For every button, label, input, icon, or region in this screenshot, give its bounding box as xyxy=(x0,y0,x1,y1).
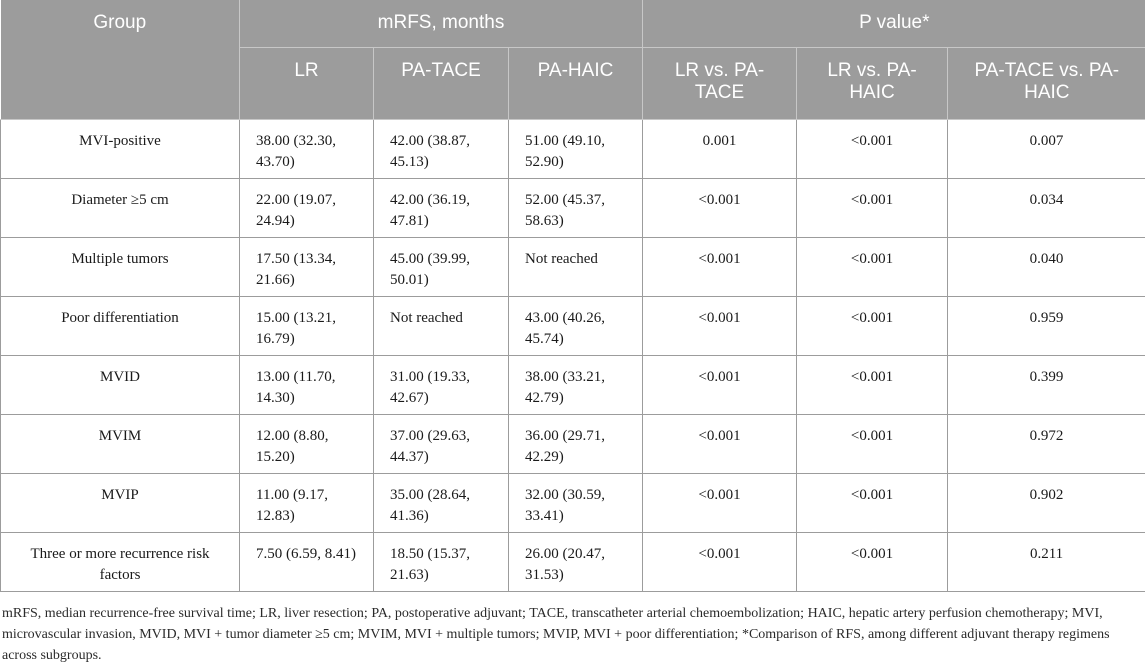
cell-p-lr-vs-tace: 0.001 xyxy=(643,119,797,178)
cell-p-tace-vs-haic: 0.034 xyxy=(948,178,1145,237)
cell-pa-tace: 31.00 (19.33, 42.67) xyxy=(374,355,509,414)
cell-pa-tace: Not reached xyxy=(374,296,509,355)
cell-pa-haic: 26.00 (20.47, 31.53) xyxy=(509,532,643,591)
cell-pa-tace: 42.00 (36.19, 47.81) xyxy=(374,178,509,237)
cell-pa-haic: 52.00 (45.37, 58.63) xyxy=(509,178,643,237)
cell-pa-haic: 36.00 (29.71, 42.29) xyxy=(509,414,643,473)
table-row xyxy=(1,237,1145,296)
cell-pa-tace: 35.00 (28.64, 41.36) xyxy=(374,473,509,532)
cell-p-lr-vs-tace: <0.001 xyxy=(643,178,797,237)
cell-pa-tace: 37.00 (29.63, 44.37) xyxy=(374,414,509,473)
cell-p-tace-vs-haic: 0.959 xyxy=(948,296,1145,355)
cell-p-tace-vs-haic: 0.399 xyxy=(948,355,1145,414)
table-row xyxy=(1,532,1145,591)
cell-p-lr-vs-haic: <0.001 xyxy=(797,473,948,532)
header-lr: LR xyxy=(240,47,374,119)
cell-p-tace-vs-haic: 0.007 xyxy=(948,119,1145,178)
header-pvalue: P value* xyxy=(643,0,1145,47)
cell-pa-haic: 51.00 (49.10, 52.90) xyxy=(509,119,643,178)
table-row xyxy=(1,355,1145,414)
table-row xyxy=(1,414,1145,473)
header-lr-vs-tace: LR vs. PA-TACE xyxy=(643,47,797,119)
cell-p-lr-vs-haic: <0.001 xyxy=(797,414,948,473)
cell-group: MVIP xyxy=(1,473,240,532)
cell-pa-tace: 45.00 (39.99, 50.01) xyxy=(374,237,509,296)
cell-pa-haic: Not reached xyxy=(509,237,643,296)
cell-pa-haic: 32.00 (30.59, 33.41) xyxy=(509,473,643,532)
cell-lr: 12.00 (8.80, 15.20) xyxy=(240,414,374,473)
cell-pa-tace: 42.00 (38.87, 45.13) xyxy=(374,119,509,178)
cell-pa-tace: 18.50 (15.37, 21.63) xyxy=(374,532,509,591)
cell-pa-haic: 38.00 (33.21, 42.79) xyxy=(509,355,643,414)
cell-p-tace-vs-haic: 0.040 xyxy=(948,237,1145,296)
cell-lr: 17.50 (13.34, 21.66) xyxy=(240,237,374,296)
cell-lr: 11.00 (9.17, 12.83) xyxy=(240,473,374,532)
header-pa-haic: PA-HAIC xyxy=(509,47,643,119)
cell-p-lr-vs-tace: <0.001 xyxy=(643,355,797,414)
header-lr-vs-haic: LR vs. PA-HAIC xyxy=(797,47,948,119)
table-header xyxy=(1,0,1145,119)
table-footnote: mRFS, median recurrence-free survival time; LR, liver resection; PA, postoperative adjuvant; TACE, transcatheter arterial chemoembolization; HAIC, hepatic artery perfusion chemotherapy; MVI, microvascular invasion, MVID, MVI + tumor diameter ≥5 cm; MVIM, MVI + multiple tumors; MVIP, MVI + poor differentiation; *Comparison of RFS, among different adjuvant therapy regimens across subgroups. xyxy=(0,592,1145,666)
header-tace-vs-haic: PA-TACE vs. PA-HAIC xyxy=(948,47,1145,119)
table-row xyxy=(1,119,1145,178)
cell-group: MVIM xyxy=(1,414,240,473)
cell-group: MVI-positive xyxy=(1,119,240,178)
cell-p-tace-vs-haic: 0.972 xyxy=(948,414,1145,473)
cell-lr: 13.00 (11.70, 14.30) xyxy=(240,355,374,414)
cell-lr: 22.00 (19.07, 24.94) xyxy=(240,178,374,237)
cell-p-tace-vs-haic: 0.211 xyxy=(948,532,1145,591)
cell-p-lr-vs-haic: <0.001 xyxy=(797,296,948,355)
cell-group: Diameter ≥5 cm xyxy=(1,178,240,237)
cell-group: Multiple tumors xyxy=(1,237,240,296)
cell-group: MVID xyxy=(1,355,240,414)
cell-group: Three or more recurrence risk factors xyxy=(1,532,240,591)
cell-p-tace-vs-haic: 0.902 xyxy=(948,473,1145,532)
header-group: Group xyxy=(1,0,240,119)
cell-lr: 7.50 (6.59, 8.41) xyxy=(240,532,374,591)
cell-p-lr-vs-tace: <0.001 xyxy=(643,532,797,591)
cell-p-lr-vs-haic: <0.001 xyxy=(797,532,948,591)
cell-lr: 38.00 (32.30, 43.70) xyxy=(240,119,374,178)
cell-p-lr-vs-haic: <0.001 xyxy=(797,119,948,178)
table-row xyxy=(1,178,1145,237)
cell-p-lr-vs-tace: <0.001 xyxy=(643,473,797,532)
table-body xyxy=(1,119,1145,591)
cell-lr: 15.00 (13.21, 16.79) xyxy=(240,296,374,355)
cell-group: Poor differentiation xyxy=(1,296,240,355)
table-row xyxy=(1,473,1145,532)
cell-p-lr-vs-tace: <0.001 xyxy=(643,296,797,355)
header-mrfs: mRFS, months xyxy=(240,0,643,47)
cell-p-lr-vs-tace: <0.001 xyxy=(643,237,797,296)
cell-p-lr-vs-haic: <0.001 xyxy=(797,237,948,296)
cell-p-lr-vs-tace: <0.001 xyxy=(643,414,797,473)
header-pa-tace: PA-TACE xyxy=(374,47,509,119)
cell-p-lr-vs-haic: <0.001 xyxy=(797,355,948,414)
table-row xyxy=(1,296,1145,355)
cell-pa-haic: 43.00 (40.26, 45.74) xyxy=(509,296,643,355)
cell-p-lr-vs-haic: <0.001 xyxy=(797,178,948,237)
